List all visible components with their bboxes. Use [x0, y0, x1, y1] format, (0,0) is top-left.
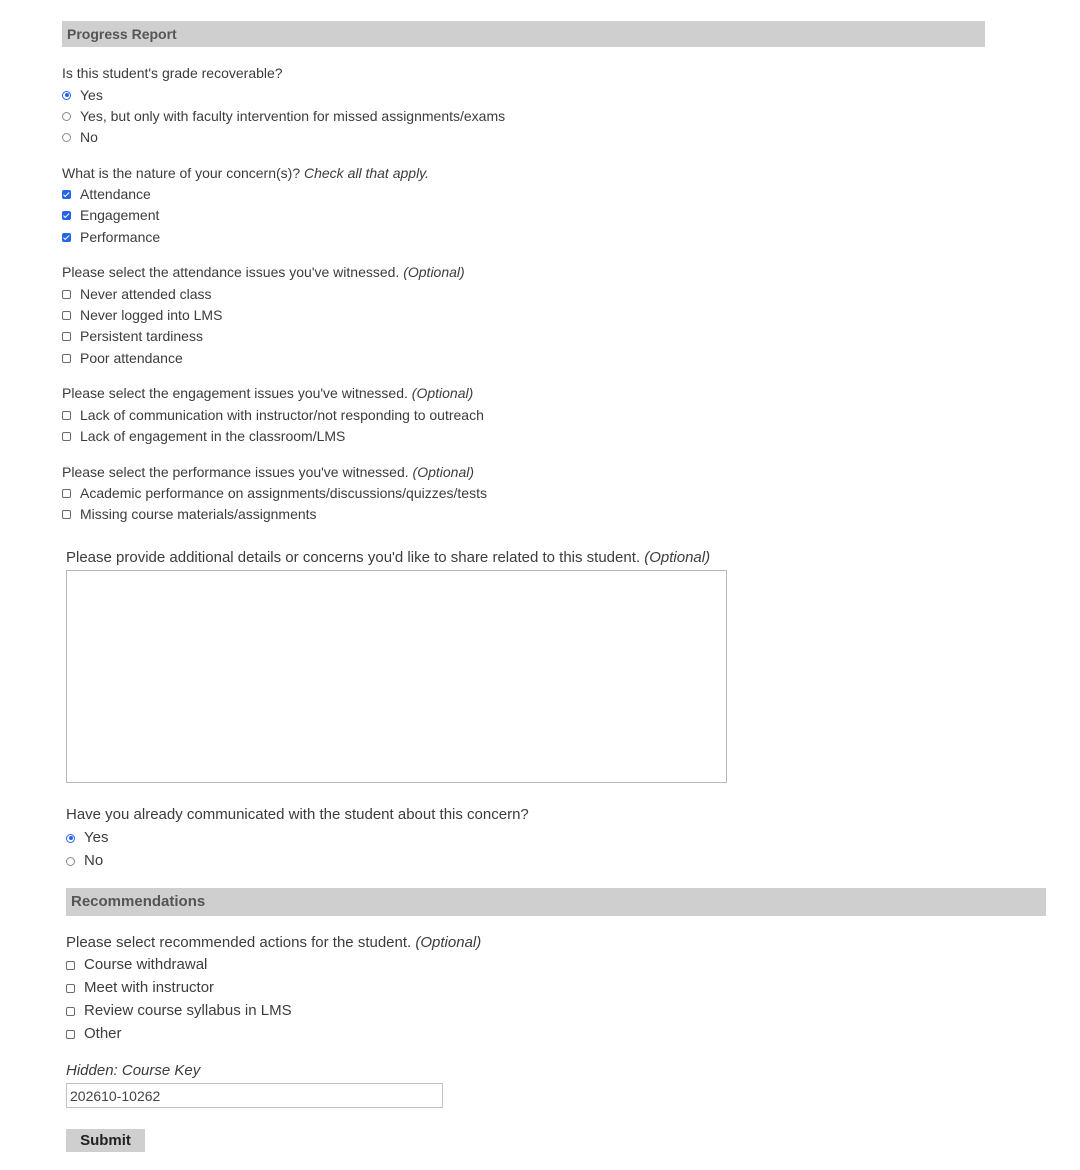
- concerns-hint: Check all that apply.: [304, 165, 430, 181]
- checkbox[interactable]: [62, 411, 71, 420]
- performance-option-academic[interactable]: [62, 483, 487, 503]
- radio-label: No: [84, 852, 104, 869]
- attendance-option-never-logged-in[interactable]: [62, 305, 222, 325]
- checkbox[interactable]: [62, 354, 71, 363]
- radio-button-selected[interactable]: [66, 834, 75, 843]
- recoverable-option-no[interactable]: [62, 127, 98, 147]
- performance-option-missing[interactable]: [62, 504, 317, 524]
- checkbox-label: Lack of communication with instructor/not responding to outreach: [80, 407, 484, 423]
- checkbox-label: Academic performance on assignments/discussions/quizzes/tests: [80, 485, 487, 501]
- progress-report-header: [62, 21, 985, 47]
- recoverable-option-yes[interactable]: [62, 85, 103, 105]
- action-option-other[interactable]: [66, 1024, 122, 1044]
- optional-hint: (Optional): [412, 464, 474, 480]
- optional-hint: (Optional): [644, 549, 711, 566]
- optional-hint: (Optional): [411, 385, 474, 401]
- communicated-question: Have you already communicated with the student about this concern?: [66, 806, 529, 823]
- checkbox-label: Engagement: [80, 207, 160, 223]
- checkbox[interactable]: [62, 510, 71, 519]
- checkbox[interactable]: [62, 489, 71, 498]
- checkbox-label: Persistent tardiness: [80, 328, 203, 344]
- radio-label: Yes: [84, 829, 109, 846]
- concerns-question: What is the nature of your concern(s)? Check all that apply.: [62, 165, 430, 181]
- checkbox[interactable]: [62, 290, 71, 299]
- attendance-option-tardiness[interactable]: [62, 326, 203, 346]
- checkbox-label: Other: [84, 1025, 122, 1042]
- action-option-review-syllabus[interactable]: [66, 1001, 292, 1021]
- details-question: Please provide additional details or concerns you'd like to share related to this student. (Optional): [66, 549, 711, 566]
- engagement-question: Please select the engagement issues you've witnessed. (Optional): [62, 385, 474, 401]
- checkbox-label: Lack of engagement in the classroom/LMS: [80, 428, 346, 444]
- engagement-option-communication[interactable]: [62, 405, 484, 425]
- checkbox-checked[interactable]: [62, 233, 71, 242]
- checkbox-label: Review course syllabus in LMS: [84, 1002, 292, 1019]
- progress-report-title: Progress Report: [67, 26, 177, 42]
- checkbox[interactable]: [66, 961, 75, 970]
- checkbox-label: Never attended class: [80, 286, 212, 302]
- radio-button[interactable]: [62, 112, 71, 121]
- radio-button[interactable]: [62, 133, 71, 142]
- concern-option-performance[interactable]: [62, 227, 160, 247]
- checkbox[interactable]: [62, 311, 71, 320]
- radio-label: Yes, but only with faculty intervention for missed assignments/exams: [80, 108, 506, 124]
- checkbox-checked[interactable]: [62, 190, 71, 199]
- checkbox[interactable]: [66, 1007, 75, 1016]
- recommendations-title: Recommendations: [71, 893, 206, 910]
- submit-button[interactable]: Submit: [66, 1129, 145, 1152]
- engagement-option-classroom[interactable]: [62, 426, 345, 446]
- course-key-input[interactable]: [66, 1083, 443, 1108]
- recommendations-header: [66, 888, 1046, 916]
- radio-button[interactable]: [66, 857, 75, 866]
- performance-question: Please select the performance issues you've witnessed. (Optional): [62, 464, 474, 480]
- attendance-option-never-attended[interactable]: [62, 284, 212, 304]
- concern-option-engagement[interactable]: [62, 205, 159, 225]
- actions-question: Please select recommended actions for the student. (Optional): [66, 934, 482, 951]
- checkbox[interactable]: [62, 432, 71, 441]
- checkbox-label: Poor attendance: [80, 350, 183, 366]
- checkbox-label: Course withdrawal: [84, 956, 208, 973]
- checkbox[interactable]: [62, 332, 71, 341]
- recoverable-option-yes-with-intervention[interactable]: [62, 106, 505, 126]
- radio-button-selected[interactable]: [62, 91, 71, 100]
- details-textarea[interactable]: [66, 570, 727, 783]
- action-option-withdrawal[interactable]: [66, 955, 207, 975]
- optional-hint: (Optional): [415, 934, 482, 951]
- course-key-label: Hidden: Course Key: [66, 1062, 201, 1079]
- concern-option-attendance[interactable]: [62, 184, 151, 204]
- action-option-meet-instructor[interactable]: [66, 978, 214, 998]
- checkbox-label: Attendance: [80, 186, 151, 202]
- checkbox-label: Missing course materials/assignments: [80, 506, 317, 522]
- attendance-question: Please select the attendance issues you've witnessed. (Optional): [62, 264, 465, 280]
- attendance-option-poor[interactable]: [62, 348, 183, 368]
- checkbox-label: Never logged into LMS: [80, 307, 223, 323]
- checkbox[interactable]: [66, 984, 75, 993]
- radio-label: No: [80, 129, 98, 145]
- checkbox-label: Performance: [80, 229, 161, 245]
- communicated-option-no[interactable]: [66, 851, 103, 871]
- checkbox[interactable]: [66, 1030, 75, 1039]
- optional-hint: (Optional): [403, 264, 465, 280]
- communicated-option-yes[interactable]: [66, 828, 108, 848]
- checkbox-checked[interactable]: [62, 211, 71, 220]
- checkbox-label: Meet with instructor: [84, 979, 215, 996]
- recoverable-question: Is this student's grade recoverable?: [62, 65, 283, 81]
- radio-label: Yes: [80, 87, 103, 103]
